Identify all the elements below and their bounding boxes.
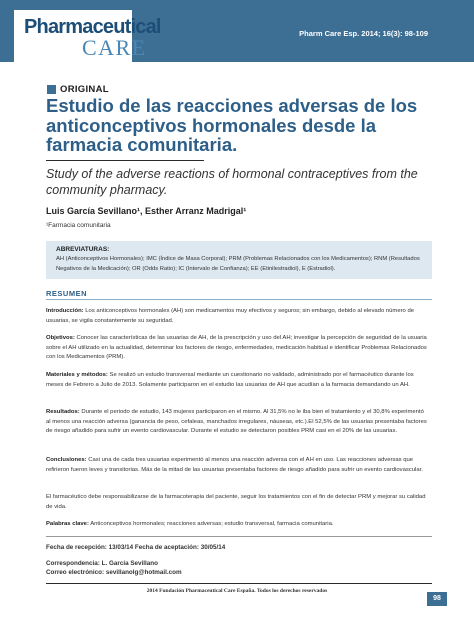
correspondence: Correspondencia: L. García Sevillano	[46, 560, 158, 567]
title-divider	[46, 160, 204, 161]
resultados-label: Resultados:	[46, 409, 80, 415]
journal-logo	[14, 10, 161, 62]
dates: Fecha de recepción: 13/03/14 Fecha de aceptación: 30/05/14	[46, 544, 226, 551]
resumen-divider	[46, 299, 432, 300]
authors: Luis García Sevillano¹, Esther Arranz Madrigal¹	[46, 206, 247, 216]
intro-text: Los anticonceptivos hormonales (AH) son medicamentos muy efectivos y seguros; sin embargo, debido al elevado número de usuarias, se vigila constantemente su seguridad.	[46, 308, 415, 324]
keywords-paragraph	[46, 520, 430, 530]
metodos-label: Materiales y métodos:	[46, 372, 108, 378]
metodos-text: Se realizó un estudio transversal mediante un cuestionario no validado, administrado por el farmacéutico durante los meses de Febrero a Julio de 2013. Solamente participaron en el estudio las usuarias de AH que acudían a la farmacia demandando un AH.	[46, 372, 414, 388]
intro-label: Introducción:	[46, 308, 84, 314]
keywords-text: Anticonceptivos hormonales; reacciones adversas; estudio transversal, farmacia comunitaria.	[88, 521, 334, 527]
keywords-label: Palabras clave:	[46, 521, 89, 527]
logo-line-1: Pharmaceutical	[24, 16, 161, 38]
abbreviations-heading: ABREVIATURAS:	[56, 246, 110, 253]
article-title: Estudio de las reacciones adversas de los anticonceptivos hormonales desde la farmacia comunitaria.	[46, 95, 418, 155]
conclusiones-text: Casi una de cada tres usuarias experimentó al menos una reacción adversa con el AH en uso. Las reacciones adversas que refirieron fueron leves y transitorias. Más de la mitad de las usuarias presentaba factores de riesgo añadido para sufrir un evento cardiovascular.	[46, 457, 423, 473]
section-label-text: ORIGINAL	[60, 84, 109, 95]
objetivos-paragraph	[46, 334, 430, 363]
abbreviations-text: AH (Anticonceptivos Hormonales); IMC (Índice de Masa Corporal); PRM (Problemas Relacionados con los Medicamentos); RNM (Resultados Negativos de la Medicación); OR (Odds Ratio); IC (Intervalo de Confianza); EE (Etinilestradiol), E (Estradiol).	[56, 256, 420, 272]
journal-citation: Pharm Care Esp. 2014; 16(3): 98-109	[299, 29, 428, 38]
copyright: 2014 Fundación Pharmaceutical Care España. Todos los derechos reservados	[146, 588, 328, 594]
objetivos-text: Conocer las características de las usuarias de AH, de la prescripción y uso del AH; investigar la percepción de seguridad de la usuaria sobre el AH utilizado en la actualidad, determinar los factores de riesgo, enfermedades, medicación habitual e identificar Problemas Relacionados con los Medicamentos (PRM).	[46, 335, 427, 360]
abbreviations-box	[46, 241, 432, 279]
logo-line-2: CARE	[82, 35, 147, 60]
correspondence-block	[46, 559, 182, 577]
page-number: 98	[427, 592, 447, 606]
resumen-heading: RESUMEN	[46, 289, 88, 298]
conclusiones-label: Conclusiones:	[46, 457, 87, 463]
english-title: Study of the adverse reactions of hormonal contraceptives from the community pharmacy.	[46, 167, 418, 197]
section-label	[47, 84, 109, 95]
journal-header	[0, 0, 474, 76]
footer-divider	[46, 583, 432, 584]
final-paragraph: El farmacéutico debe responsabilizarse de la farmacoterapia del paciente, seguir los tratamientos con el fin de detectar PRM y mejorar su calidad de vida.	[46, 494, 426, 510]
resultados-text: Durante el periodo de estudio, 143 mujeres participaron en el mismo. Al 31,5% no le iba bien el tratamiento y el 30,8% experimentó al menos una reacción adversa (ganancia de peso, cefaleas, manchados irregulares, náuseas, etc.).El 52,5% de las usuarias presentaba factores de riesgo añadido para sufrir un evento cardiovascular. Durante el estudio se detectaron posibles PRM casi en el 20% de las usuarias.	[46, 409, 427, 434]
email: Correo electrónico: sevillanolg@hotmail.com	[46, 569, 182, 576]
conclusiones-paragraph	[46, 456, 430, 475]
resultados-paragraph	[46, 408, 430, 437]
section-square-icon	[47, 85, 56, 94]
objetivos-label: Objetivos:	[46, 335, 75, 341]
affiliation: ¹Farmacia comunitaria	[46, 222, 111, 229]
dates-divider	[46, 536, 432, 537]
metodos-paragraph	[46, 371, 430, 390]
intro-paragraph	[46, 307, 430, 326]
